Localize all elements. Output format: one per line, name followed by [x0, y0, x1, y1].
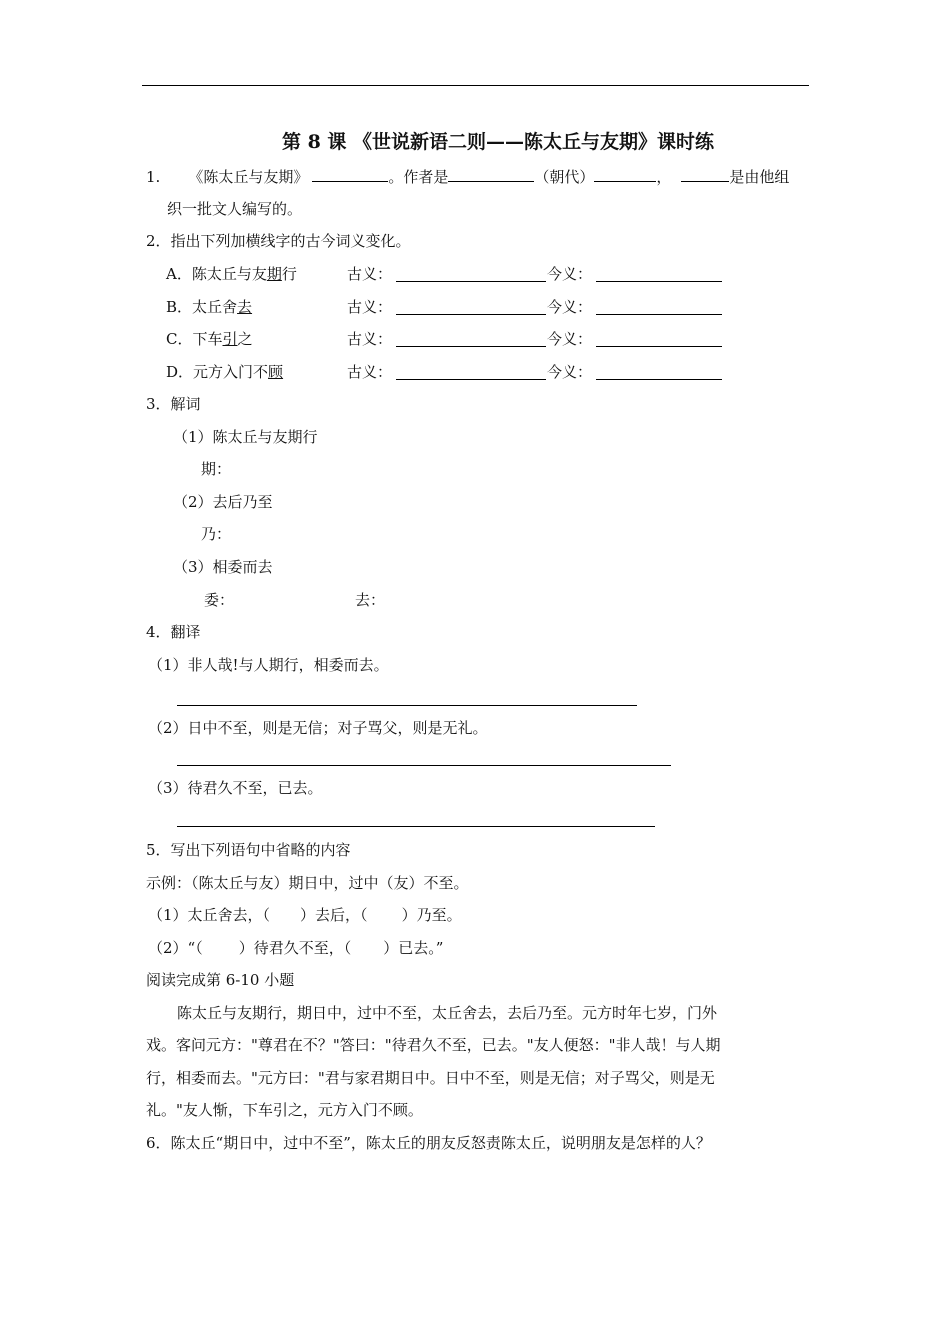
- q3-word-3b: 去：: [355, 591, 386, 609]
- q2-item-letter: B．: [166, 298, 193, 316]
- jin-blank[interactable]: [596, 379, 722, 380]
- q2-item-letter: A．: [166, 265, 192, 283]
- q4-sentence-1: （1）非人哉!与人期行，相委而去。: [148, 656, 389, 674]
- jin-label: 今义：: [547, 298, 593, 316]
- gu-label: 古义：: [347, 265, 393, 283]
- q2-item-text: 下车: [192, 330, 223, 348]
- q5-text: （1）太丘舍去，（: [148, 906, 271, 924]
- q2-item-text: 陈太丘与友: [191, 265, 267, 283]
- gu-blank[interactable]: [396, 281, 546, 282]
- q4-sentence-2: （2）日中不至，则是无信；对子骂父，则是无礼。: [148, 719, 488, 737]
- q2-item-text: 元方入门不: [193, 363, 269, 381]
- header-rule: [142, 85, 809, 86]
- q1-text: （朝代）: [534, 168, 595, 186]
- q4-answer-line-2[interactable]: [177, 765, 671, 766]
- q1-text: 。作者是: [388, 168, 449, 186]
- jin-label: 今义：: [547, 330, 593, 348]
- reading-header: 阅读完成第 6-10 小题: [146, 971, 295, 989]
- q5-header: 5．写出下列语句中省略的内容: [146, 841, 351, 859]
- gu-blank[interactable]: [396, 314, 546, 315]
- q1-blank-2[interactable]: [448, 166, 534, 182]
- q2-item-c: [166, 329, 253, 349]
- jin-blank[interactable]: [596, 314, 722, 315]
- jin-label: 今义：: [547, 363, 593, 381]
- q1-number: 1.: [146, 168, 161, 186]
- gu-label: 古义：: [347, 330, 393, 348]
- q2-item-a: [166, 264, 297, 284]
- q3-sentence-3: （3）相委而去: [173, 558, 273, 576]
- q5-example: 示例：（陈太丘与友）期日中，过中（友）不至。: [146, 874, 469, 892]
- page-title: 第 8 课 《世说新语二则——陈太丘与友期》课时练: [281, 131, 715, 153]
- underlined-word: 顾: [268, 363, 284, 381]
- q1-text: ，: [656, 168, 672, 186]
- q2-item-d: [166, 362, 283, 382]
- q5-text: ）已去。”: [383, 939, 444, 957]
- gu-label: 古义：: [347, 298, 393, 316]
- q2-item-text: 太丘舍: [192, 298, 238, 316]
- q1-text: 《陈太丘与友期》: [188, 168, 309, 186]
- q3-word-3a: 委：: [204, 591, 235, 609]
- q4-sentence-3: （3）待君久不至，已去。: [148, 779, 323, 797]
- jin-label: 今义：: [547, 265, 593, 283]
- q2-item-letter: D．: [166, 363, 194, 381]
- q3-sentence-1: （1）陈太丘与友期行: [173, 428, 318, 446]
- q6-question: 6．陈太丘“期日中，过中不至”，陈太丘的朋友反怒责陈太丘，说明朋友是怎样的人？: [146, 1134, 711, 1152]
- reading-line-1: 陈太丘与友期行，期日中，过中不至，太丘舍去，去后乃至。元方时年七岁，门外: [177, 1004, 718, 1022]
- q2-item-text: 之: [237, 330, 253, 348]
- q1-blank-4[interactable]: [681, 166, 729, 182]
- jin-blank[interactable]: [596, 281, 722, 282]
- reading-line-3: 行，相委而去。"元方曰："君与家君期日中。日中不至，则是无信；对子骂父，则是无: [146, 1069, 715, 1087]
- gu-blank[interactable]: [396, 346, 546, 347]
- q2-item-text: 行: [281, 265, 297, 283]
- underlined-word: 引: [222, 330, 238, 348]
- q3-header: 3．解词: [146, 395, 201, 413]
- q2-header: 2．指出下列加横线字的古今词义变化。: [146, 232, 411, 250]
- q5-item-1: [148, 905, 462, 925]
- reading-line-2: 戏。客问元方："尊君在不？"答曰："待君久不至，已去。"友人便怒："非人哉！与人期: [146, 1036, 721, 1054]
- q5-text: ）去后，（: [300, 906, 368, 924]
- q3-sentence-2: （2）去后乃至: [173, 493, 273, 511]
- q5-text: （2）“（: [148, 939, 203, 957]
- q4-answer-line-3[interactable]: [177, 826, 655, 827]
- q1-line-2: 织一批文人编写的。: [167, 200, 303, 218]
- q1-blank-1[interactable]: [312, 166, 388, 182]
- q1-line-1: [146, 166, 789, 187]
- jin-blank[interactable]: [596, 346, 722, 347]
- gu-label: 古义：: [347, 363, 393, 381]
- q2-item-b: [166, 297, 252, 317]
- q1-text: 是由他组: [729, 168, 790, 186]
- underlined-word: 期: [266, 265, 282, 283]
- q3-word-1: 期：: [201, 460, 232, 478]
- q3-word-2: 乃：: [201, 525, 232, 543]
- q5-text: ）待君久不至，（: [238, 939, 352, 957]
- gu-blank[interactable]: [396, 379, 546, 380]
- q5-item-2: [148, 938, 443, 958]
- q4-header: 4．翻译: [146, 623, 201, 641]
- q5-text: ）乃至。: [401, 906, 462, 924]
- q2-item-letter: C．: [166, 330, 193, 348]
- q4-answer-line-1[interactable]: [177, 705, 637, 706]
- reading-line-4: 礼。"友人惭，下车引之，元方入门不顾。: [146, 1101, 423, 1119]
- underlined-word: 去: [237, 298, 253, 316]
- q1-blank-3[interactable]: [594, 166, 656, 182]
